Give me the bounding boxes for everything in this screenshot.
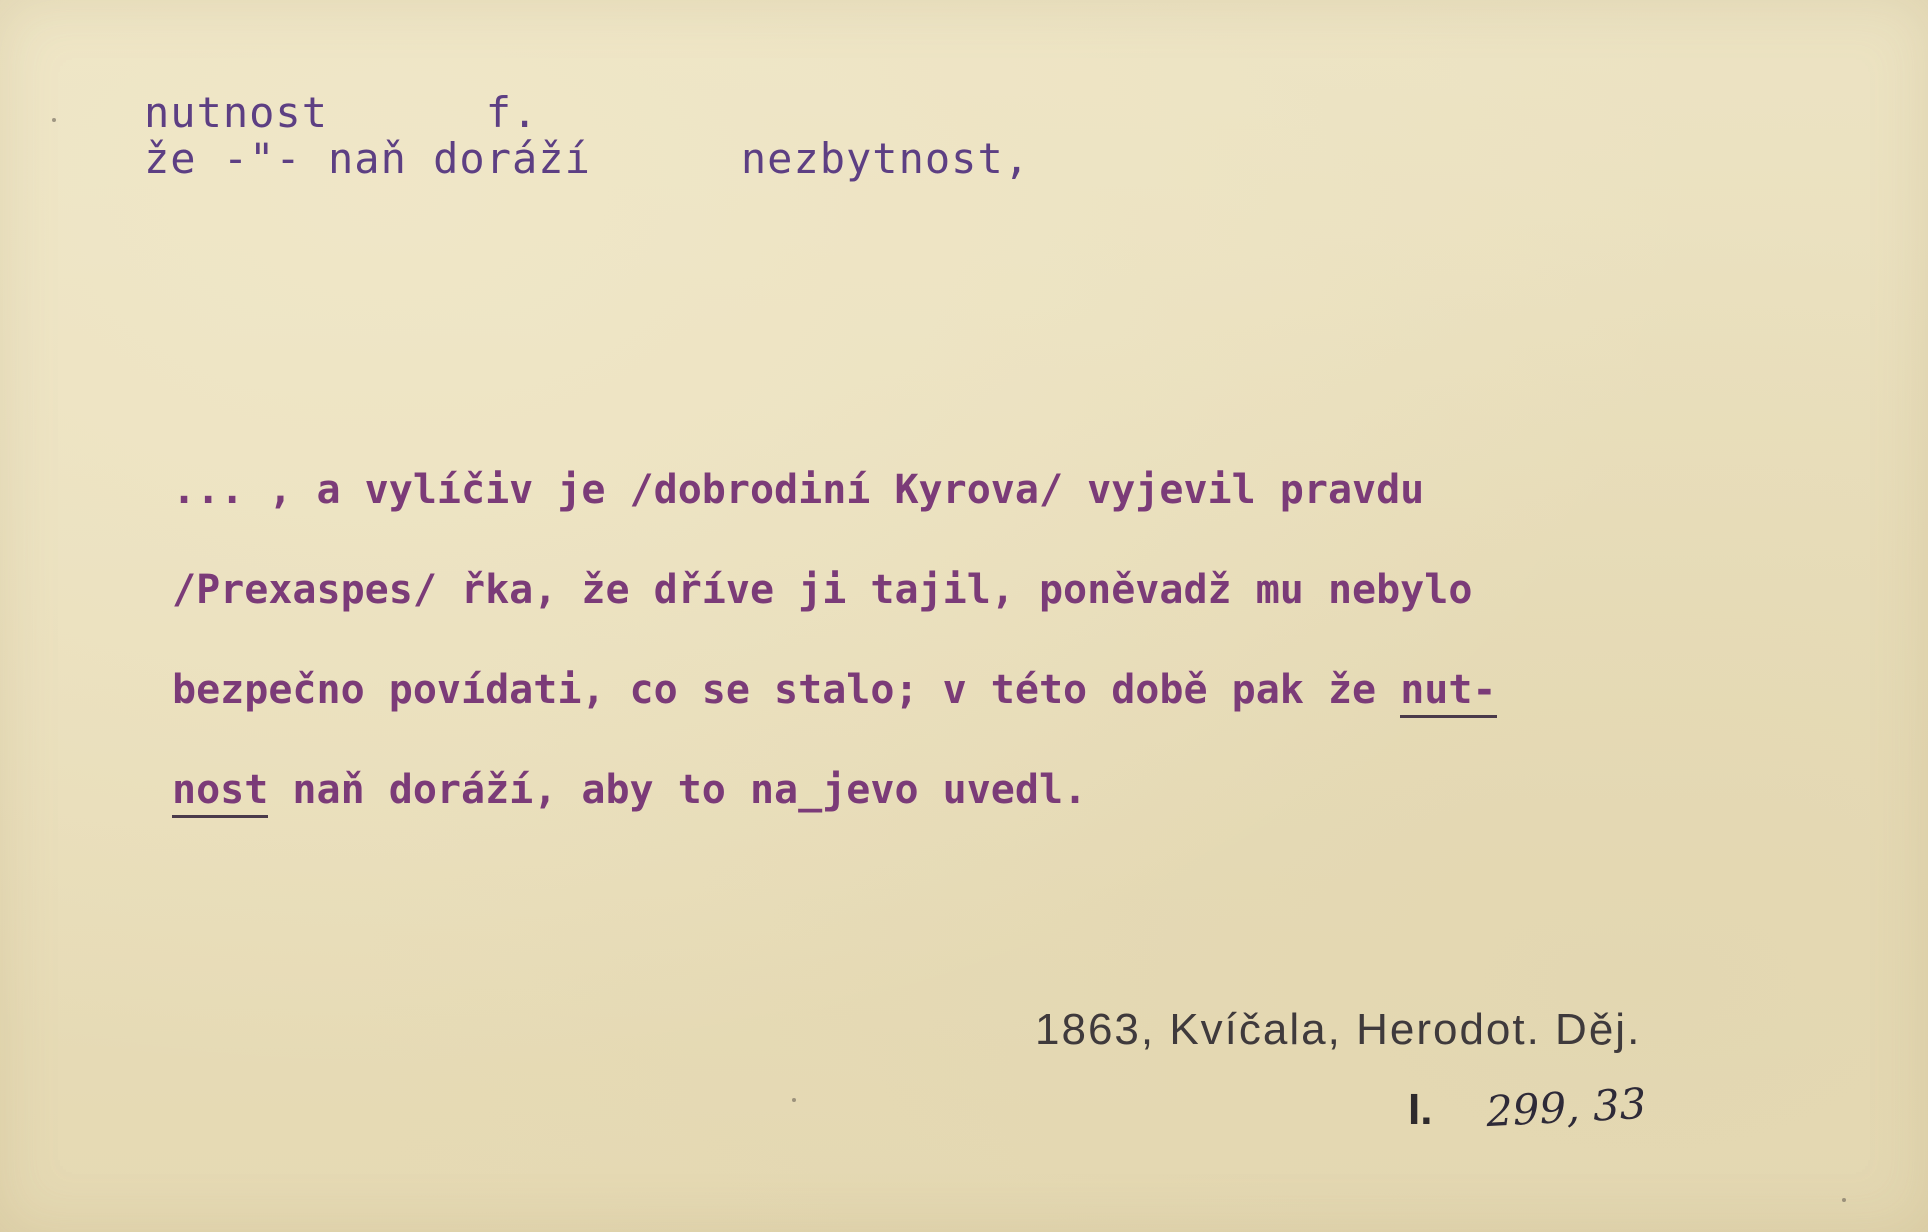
context-line (144, 134, 1030, 183)
paper-speck (792, 1098, 796, 1102)
headword: nutnost (144, 88, 329, 137)
volume-number: I. (1408, 1085, 1433, 1134)
synonym: nezbytnost, (740, 134, 1031, 183)
quotation (172, 440, 1832, 840)
quotation-line-2: /Prexaspes/ řka, že dříve ji tajil, poněvadž mu nebylo (172, 567, 1473, 613)
underlined-headword-part-1: nut- (1400, 667, 1496, 718)
context-phrase: že -"- naň doráží (144, 134, 591, 183)
headword-line (144, 88, 538, 137)
paper-speck (1842, 1198, 1846, 1202)
paper-speck (52, 118, 56, 122)
underlined-headword-part-2: nost (172, 767, 268, 818)
quotation-line-3 (172, 640, 1832, 740)
source-citation: 1863, Kvíčala, Herodot. Děj. (1035, 1005, 1642, 1054)
quotation-line-4 (172, 740, 1832, 840)
page-reference: 299, 33 (1484, 1078, 1648, 1137)
quotation-line-1: ... , a vylíčiv je /dobrodiní Kyrova/ vyjevil pravdu (172, 467, 1425, 513)
gender-marker: f. (485, 88, 539, 137)
quotation-line-4-text: naň doráží, aby to na_jevo uvedl. (268, 767, 1088, 813)
quotation-line-3-text: bezpečno povídati, co se stalo; v této době pak že (172, 667, 1401, 713)
